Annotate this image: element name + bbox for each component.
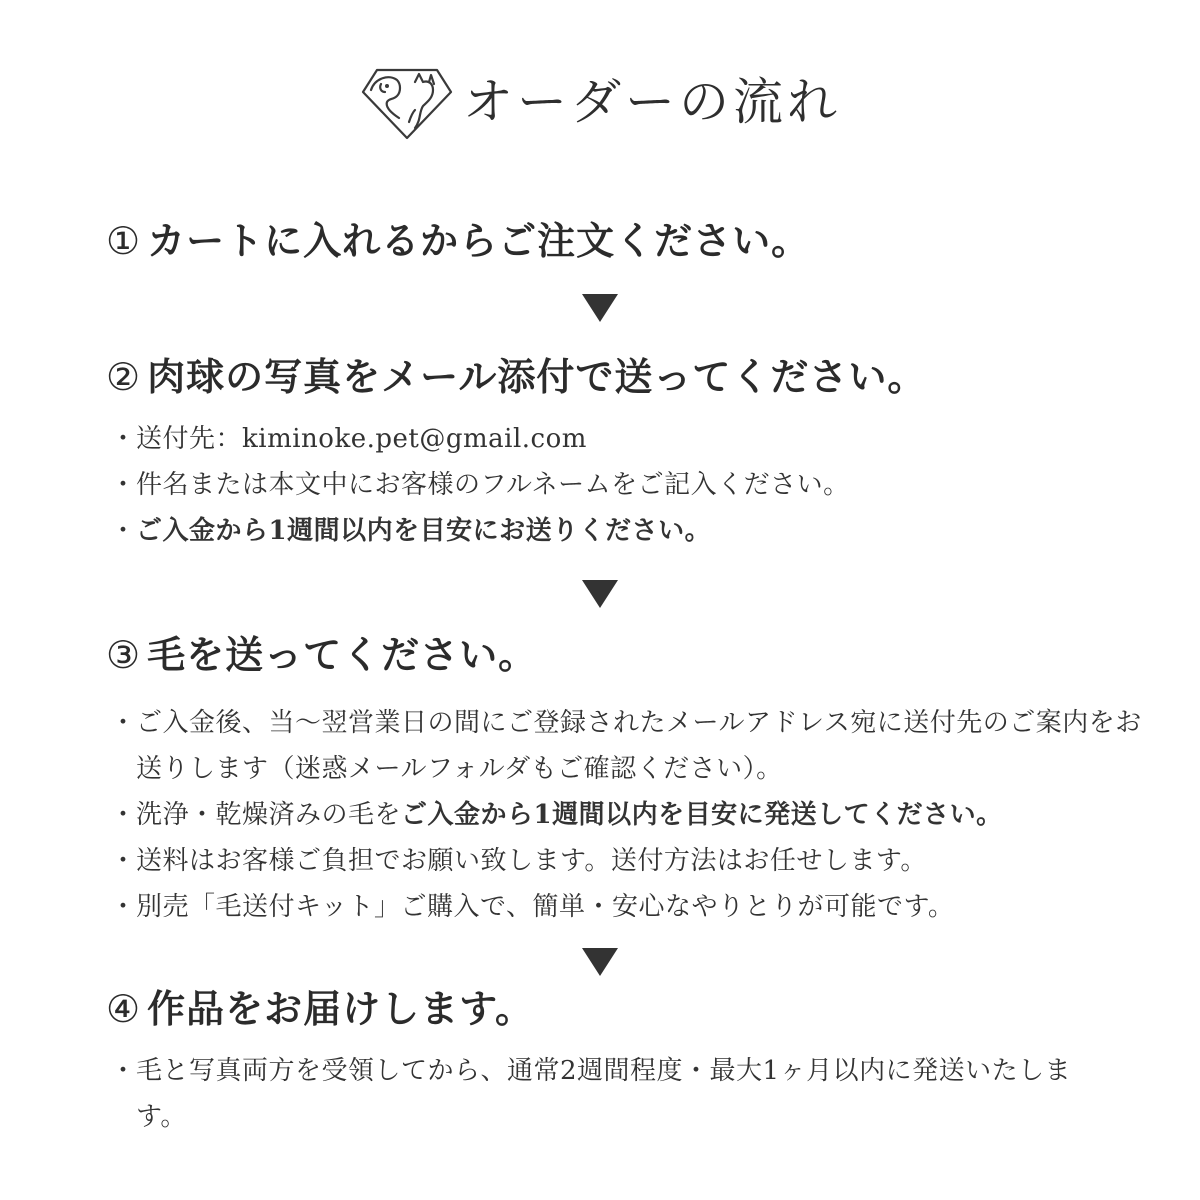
step-4-notes — [106, 1048, 1086, 1140]
list-item: ・ 毛と写真両方を受領してから、通常2週間程度・最大1ヶ月以内に発送いたします。 — [110, 1056, 1072, 1132]
step-title: 肉球の写真をメール添付で送ってください。 — [147, 354, 927, 399]
step-heading — [106, 632, 1166, 677]
step-2-notes — [106, 416, 1166, 554]
step-heading — [106, 218, 1166, 263]
list-item: ・ 別売「毛送付キット」ご購入で、簡単・安心なやりとりが可能です。 — [110, 892, 955, 922]
step-heading — [106, 986, 1166, 1031]
down-triangle-icon — [582, 580, 618, 608]
list-item: ・ 送付先：kiminoke.pet@gmail.com — [110, 424, 587, 454]
list-item: ・ ご入金後、当〜翌営業日の間にご登録されたメールアドレス宛に送付先のご案内をお送りします（迷惑メールフォルダもご確認ください）。 — [110, 708, 1142, 784]
step-title: カートに入れるからご注文ください。 — [147, 218, 811, 263]
list-item: ・ 洗浄・乾燥済みの毛をご入金から1週間以内を目安に発送してください。 — [110, 800, 1003, 830]
step-title: 作品をお届けします。 — [147, 986, 535, 1031]
step-title: 毛を送ってください。 — [147, 632, 538, 677]
list-item: ・ 送料はお客様ご負担でお願い致します。送付方法はお任せします。 — [110, 846, 927, 876]
list-item: ・ ご入金から1週間以内を目安にお送りください。 — [110, 516, 712, 546]
down-triangle-icon — [582, 294, 618, 322]
email-address: 送付先：kiminoke.pet@gmail.com — [136, 424, 587, 454]
list-item: ・ 件名または本文中にお客様のフルネームをご記入ください。 — [110, 470, 850, 500]
page-header — [0, 62, 1200, 142]
step-4 — [106, 986, 1166, 1156]
step-number: ③ — [106, 633, 142, 677]
step-1 — [106, 218, 1166, 263]
down-triangle-icon — [582, 948, 618, 976]
step-3 — [106, 632, 1166, 946]
step-3-notes — [106, 700, 1166, 930]
diamond-dog-cat-icon — [359, 62, 455, 142]
step-2 — [106, 354, 1166, 570]
step-number: ④ — [106, 987, 142, 1031]
page-title: オーダーの流れ — [463, 73, 841, 131]
step-number: ② — [106, 355, 142, 399]
step-number: ① — [106, 219, 142, 263]
step-heading — [106, 354, 1166, 399]
